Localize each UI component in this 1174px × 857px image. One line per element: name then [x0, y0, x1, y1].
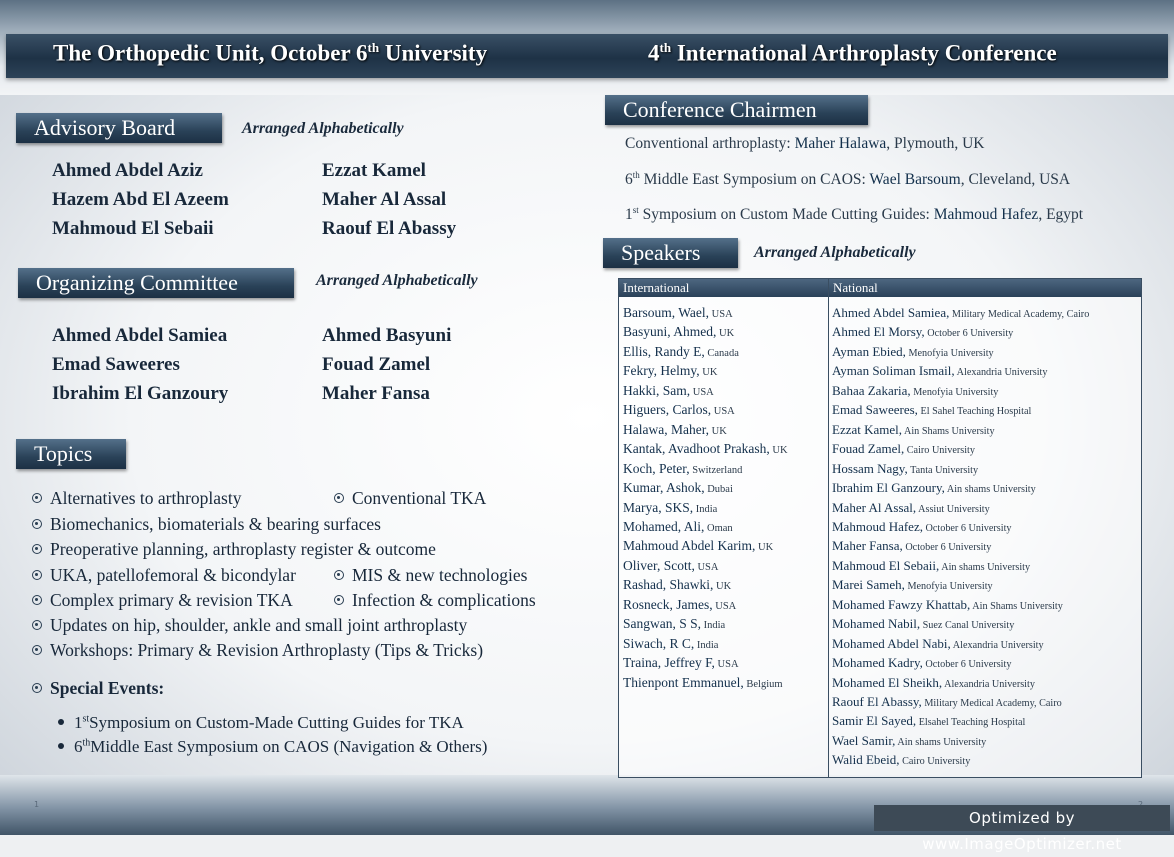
advisory-name: Ezzat Kamel [322, 160, 426, 181]
speaker-row [832, 673, 1035, 694]
speaker-row [623, 575, 731, 596]
topic-item: MIS & new technologies [334, 565, 527, 586]
speaker-affiliation: Menofyia University [904, 581, 993, 593]
speaker-name: Ibrahim El Ganzoury, [832, 480, 945, 496]
speaker-row [623, 478, 733, 499]
organizing-name: Ahmed Abdel Samiea [52, 325, 228, 346]
speaker-name: Mohamed Nabil, [832, 616, 921, 632]
speaker-name: Ahmed Abdel Samiea, [832, 305, 950, 320]
topic-item: Preoperative planning, arthroplasty register & outcome [32, 539, 436, 560]
organizing-name: Ahmed Basyuni [322, 325, 452, 346]
col-header-national: National [833, 280, 878, 295]
speaker-name: Rashad, Shawki, [623, 577, 714, 593]
speaker-row [623, 459, 742, 480]
speaker-affiliation: Cairo University [899, 756, 971, 768]
advisory-name: Mahmoud El Sebaii [52, 218, 214, 239]
speaker-affiliation: Menofyia University [910, 386, 999, 398]
speaker-name: Siwach, R C, [623, 635, 695, 651]
speaker-affiliation: USA [714, 659, 739, 671]
speaker-affiliation: October 6 University [922, 522, 1012, 534]
speaker-row [832, 595, 1063, 616]
special-event-item: 1stSymposium on Custom-Made Cutting Guides for TKA [58, 713, 464, 733]
speaker-row [623, 653, 739, 674]
circle-bullet-icon [32, 595, 42, 605]
speaker-affiliation: October 6 University [922, 659, 1012, 671]
speaker-name: Rosneck, James, [623, 596, 713, 612]
speaker-name: Basyuni, Ahmed, [623, 324, 717, 340]
speaker-affiliation: India [694, 639, 719, 651]
speaker-affiliation: Switzerland [689, 464, 743, 476]
speaker-row [623, 303, 733, 324]
speaker-row [832, 342, 994, 363]
speaker-row [623, 517, 733, 538]
circle-bullet-icon [32, 645, 42, 655]
speaker-row [832, 556, 1030, 577]
topic-item: Complex primary & revision TKA [32, 590, 293, 611]
speaker-affiliation: Alexandria University [942, 678, 1035, 690]
conference-chairmen-label: Conference Chairmen [605, 95, 868, 125]
speaker-name: Mahmoud Abdel Karim, [623, 538, 756, 554]
speaker-row [623, 361, 717, 382]
organizing-name: Emad Saweeres [52, 354, 180, 375]
speaker-row [832, 575, 993, 596]
advisory-note: Arranged Alphabetically [242, 120, 404, 137]
organizing-name: Maher Fansa [322, 383, 430, 404]
special-event-item: 6thMiddle East Symposium on CAOS (Navigation & Others) [58, 737, 487, 757]
speaker-affiliation: USA [712, 600, 737, 612]
speaker-affiliation: Elsahel Teaching Hospital [916, 717, 1026, 729]
speaker-name: Mohamed Kadry, [832, 655, 923, 671]
speakers-label: Speakers [603, 238, 738, 268]
speaker-name: Fouad Zamel, [832, 441, 905, 457]
speaker-row [832, 361, 1047, 382]
topic-item: Workshops: Primary & Revision Arthroplasty (Tips & Tricks) [32, 640, 483, 661]
speaker-affiliation: Oman [704, 522, 733, 534]
speaker-name: Ayman Ebied, [832, 343, 906, 359]
speaker-name: Marei Sameh, [832, 577, 905, 593]
advisory-name: Maher Al Assal [322, 189, 447, 210]
speaker-row [623, 673, 783, 694]
speaker-name: Kumar, Ashok, [623, 480, 705, 496]
topic-item: Biomechanics, biomaterials & bearing surfaces [32, 514, 381, 535]
dot-bullet-icon [58, 743, 64, 749]
speaker-affiliation: Ain shams University [944, 484, 1036, 496]
speaker-affiliation: UK [716, 328, 735, 340]
speaker-name: Marya, SKS, [623, 499, 694, 515]
speaker-affiliation: Military Medical Academy, Cairo [921, 698, 1062, 709]
advisory-name: Raouf El Abassy [322, 218, 457, 239]
speaker-row [832, 381, 998, 402]
speaker-row [623, 420, 727, 441]
right-header-title: 4th International Arthroplasty Conference [648, 40, 1057, 66]
speaker-name: Koch, Peter, [623, 460, 690, 476]
speaker-affiliation: Military Medical Academy, Cairo [949, 309, 1090, 320]
speaker-affiliation: October 6 University [924, 328, 1014, 340]
chairman-line: 6th Middle East Symposium on CAOS: Wael Barsoum, Cleveland, USA [625, 170, 1071, 189]
left-header-title: The Orthopedic Unit, October 6th University [53, 40, 488, 66]
speakers-table-header [619, 279, 1141, 297]
speaker-affiliation: Suez Canal University [920, 620, 1015, 632]
circle-bullet-icon [32, 519, 42, 529]
topic-item: Infection & complications [334, 590, 536, 611]
speaker-name: Thienpont Emmanuel, [623, 674, 744, 690]
circle-bullet-icon [32, 683, 42, 693]
speaker-name: Fekry, Helmy, [623, 363, 700, 379]
speaker-affiliation: Belgium [743, 678, 783, 690]
speaker-row [832, 420, 995, 441]
speaker-row [623, 322, 734, 343]
speaker-affiliation: Menofyia University [905, 347, 994, 359]
speaker-name: Hossam Nagy, [832, 460, 908, 476]
circle-bullet-icon [334, 493, 344, 503]
topics-label: Topics [16, 439, 126, 469]
speaker-row [832, 322, 1013, 343]
speaker-affiliation: USA [694, 561, 719, 573]
speaker-row [832, 478, 1036, 499]
circle-bullet-icon [32, 544, 42, 554]
speaker-row [832, 459, 978, 480]
speaker-affiliation: Tanta University [907, 464, 979, 476]
speaker-row [623, 342, 739, 363]
speaker-name: Hakki, Sam, [623, 382, 691, 398]
speaker-row [832, 498, 990, 519]
speaker-affiliation: UK [769, 445, 788, 457]
speaker-name: Halawa, Maher, [623, 421, 710, 437]
speaker-name: Traina, Jeffrey F, [623, 655, 715, 671]
speaker-name: Higuers, Carlos, [623, 402, 712, 418]
circle-bullet-icon [32, 493, 42, 503]
topic-item: UKA, patellofemoral & bicondylar [32, 565, 296, 586]
speaker-row [832, 517, 1012, 538]
speaker-row [623, 536, 773, 557]
organizing-name: Fouad Zamel [322, 354, 431, 375]
speaker-row [623, 614, 725, 635]
speaker-row [832, 731, 986, 752]
speakers-table [618, 278, 1142, 778]
speaker-name: Ellis, Randy E, [623, 343, 705, 359]
speaker-row [623, 400, 735, 421]
speaker-affiliation: Ain Shams University [902, 425, 995, 437]
circle-bullet-icon [32, 570, 42, 580]
speaker-name: Ezzat Kamel, [832, 421, 903, 437]
speaker-row [832, 303, 1089, 324]
speaker-name: Emad Saweeres, [832, 402, 918, 418]
topic-item: Updates on hip, shoulder, ankle and small joint arthroplasty [32, 615, 467, 636]
speaker-affiliation: India [693, 503, 718, 515]
speaker-row [832, 536, 991, 557]
speaker-name: Wael Samir, [832, 732, 896, 748]
chairman-line: 1st Symposium on Custom Made Cutting Guides: Mahmoud Hafez, Egypt [625, 205, 1084, 224]
speaker-affiliation: Assiut University [916, 503, 990, 515]
speaker-affiliation: UK [699, 367, 718, 379]
circle-bullet-icon [32, 620, 42, 630]
speaker-row [623, 556, 718, 577]
speaker-name: Mahmoud El Sebaii, [832, 557, 940, 573]
speaker-affiliation: Ain shams University [939, 561, 1031, 573]
speaker-affiliation: USA [711, 406, 735, 418]
circle-bullet-icon [334, 570, 344, 580]
dot-bullet-icon [58, 719, 64, 725]
speaker-name: Maher Al Assal, [832, 499, 917, 515]
speaker-name: Ahmed El Morsy, [832, 324, 925, 340]
speaker-row [832, 614, 1014, 635]
page-number-left: 1 [34, 800, 40, 809]
speaker-affiliation: Dubai [704, 484, 733, 496]
speaker-name: Mohamed, Ali, [623, 518, 705, 534]
speaker-affiliation: Alexandria University [954, 367, 1048, 379]
speaker-affiliation: UK [713, 581, 732, 593]
speakers-note: Arranged Alphabetically [754, 244, 916, 261]
speaker-name: Barsoum, Wael, [623, 305, 710, 320]
speaker-name: Raouf El Abassy, [832, 694, 922, 709]
chairman-line: Conventional arthroplasty: Maher Halawa, Plymouth, UK [625, 135, 985, 152]
speaker-affiliation: UK [709, 425, 727, 437]
speaker-affiliation: Cairo University [904, 445, 975, 457]
speaker-name: Mohamed El Sheikh, [832, 674, 943, 690]
speaker-row [832, 400, 1031, 421]
speaker-row [832, 750, 970, 771]
speaker-row [832, 692, 1062, 713]
speaker-name: Maher Fansa, [832, 538, 903, 554]
speaker-row [623, 439, 788, 460]
speaker-affiliation: USA [690, 386, 714, 398]
speaker-name: Oliver, Scott, [623, 557, 695, 573]
speaker-row [623, 498, 717, 519]
speaker-name: Bahaa Zakaria, [832, 382, 911, 398]
speaker-affiliation: India [701, 620, 726, 632]
topic-item: Conventional TKA [334, 488, 486, 509]
speaker-row [832, 634, 1044, 655]
speaker-affiliation: Ain shams University [895, 736, 987, 748]
speaker-affiliation: October 6 University [902, 542, 992, 554]
circle-bullet-icon [334, 595, 344, 605]
organizing-note: Arranged Alphabetically [316, 272, 478, 289]
speaker-affiliation: UK [755, 542, 774, 554]
speaker-row [832, 439, 975, 460]
speaker-affiliation: Canada [704, 347, 739, 359]
speaker-name: Sangwan, S S, [623, 616, 702, 632]
topic-item: Alternatives to arthroplasty [32, 488, 241, 509]
organizing-name: Ibrahim El Ganzoury [52, 383, 229, 404]
speaker-name: Kantak, Avadhoot Prakash, [623, 441, 770, 457]
advisory-name: Hazem Abd El Azeem [52, 189, 229, 210]
speaker-name: Samir El Sayed, [832, 713, 917, 729]
speaker-row [623, 381, 714, 402]
speaker-name: Walid Ebeid, [832, 752, 900, 768]
speaker-row [623, 634, 718, 655]
optimizer-watermark: Optimized by www.ImageOptimizer.net [874, 805, 1170, 831]
speaker-affiliation: Alexandria University [950, 639, 1044, 651]
column-divider [828, 279, 829, 777]
speaker-name: Ayman Soliman Ismail, [832, 363, 955, 379]
speaker-row [832, 653, 1011, 674]
speaker-affiliation: El Sahel Teaching Hospital [917, 406, 1032, 418]
speaker-row [832, 711, 1025, 732]
speaker-name: Mohamed Fawzy Khattab, [832, 596, 971, 612]
speaker-name: Mohamed Abdel Nabi, [832, 635, 951, 651]
speaker-affiliation: USA [709, 309, 733, 320]
speaker-affiliation: Ain Shams University [970, 600, 1063, 612]
organizing-committee-label: Organizing Committee [18, 268, 294, 298]
col-header-international: International [623, 280, 690, 295]
speaker-row [623, 595, 736, 616]
special-events-heading: Special Events: [32, 678, 164, 699]
advisory-board-label: Advisory Board [16, 113, 222, 143]
speaker-name: Mahmoud Hafez, [832, 518, 923, 534]
advisory-name: Ahmed Abdel Aziz [52, 160, 203, 181]
